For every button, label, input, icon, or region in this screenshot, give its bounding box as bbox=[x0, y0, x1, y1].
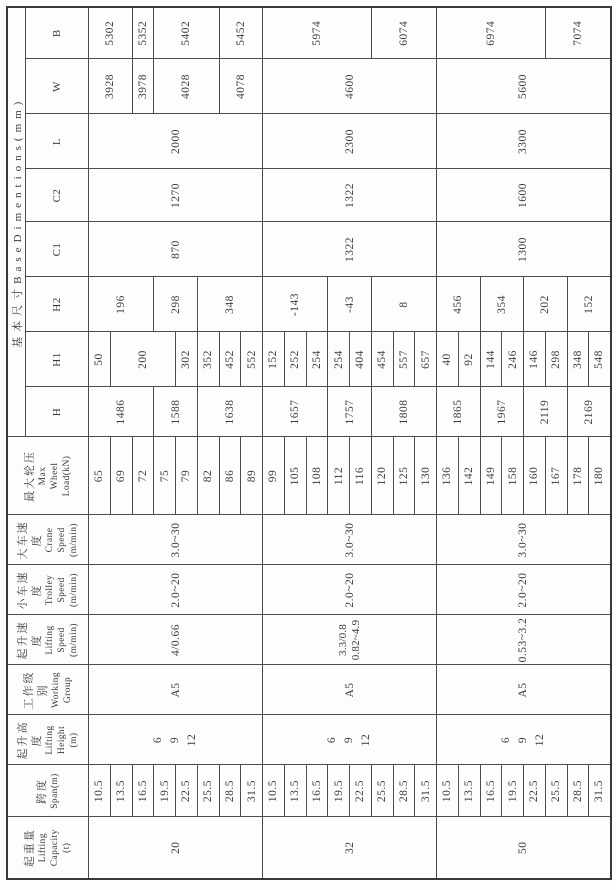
spec-table bbox=[6, 6, 612, 880]
cell-line: 6 bbox=[326, 736, 338, 744]
cell-h2: 348 bbox=[197, 277, 262, 332]
cell-h2: 354 bbox=[480, 277, 524, 332]
header-crane-speed-en1: Crane bbox=[45, 527, 55, 553]
subheader-H: H bbox=[26, 387, 89, 437]
cell-h2: 152 bbox=[567, 277, 611, 332]
cell-h1: 348 bbox=[567, 332, 589, 387]
cell-w: 4028 bbox=[154, 59, 219, 114]
header-max-wheel-load-zh: 最大轮压 bbox=[24, 450, 36, 502]
cell-h2: -43 bbox=[328, 277, 372, 332]
header-lifting-speed-zh: 起升速度 bbox=[17, 620, 43, 660]
header-span-en: Span(m) bbox=[50, 773, 60, 809]
header-lifting-speed-unit: (m/min) bbox=[69, 623, 79, 657]
subheader-L: L bbox=[26, 114, 89, 169]
cell-c2: 1322 bbox=[263, 169, 437, 222]
cell-l: 2000 bbox=[89, 114, 263, 169]
subheader-H2: H2 bbox=[26, 277, 89, 332]
cell-wheel-load: 167 bbox=[545, 437, 567, 515]
cell-wheel-load: 158 bbox=[502, 437, 524, 515]
cell-wheel-load: 125 bbox=[393, 437, 415, 515]
cell-h: 2169 bbox=[567, 387, 611, 437]
cell-span: 13.5 bbox=[458, 765, 480, 817]
subheader-B: B bbox=[26, 7, 89, 59]
cell-wheel-load: 99 bbox=[263, 437, 285, 515]
cell-trolley-speed: 2.0~20 bbox=[89, 565, 263, 615]
cell-capacity: 20 bbox=[89, 817, 263, 879]
header-crane-speed-zh: 大车速度 bbox=[17, 520, 43, 560]
cell-h2: -143 bbox=[263, 277, 328, 332]
cell-h1: 254 bbox=[328, 332, 350, 387]
cell-wheel-load: 149 bbox=[480, 437, 502, 515]
cell-l: 2300 bbox=[263, 114, 437, 169]
cell-h2: 196 bbox=[89, 277, 154, 332]
header-working-group-en2: Group bbox=[63, 676, 73, 704]
cell-span: 10.5 bbox=[437, 765, 459, 817]
cell-h2: 298 bbox=[154, 277, 198, 332]
cell-height bbox=[89, 715, 263, 765]
cell-line: 6 bbox=[499, 736, 512, 744]
cell-h1: 254 bbox=[306, 332, 328, 387]
cell-wheel-load: 72 bbox=[132, 437, 154, 515]
cell-span: 25.5 bbox=[371, 765, 393, 817]
cell-span: 19.5 bbox=[328, 765, 350, 817]
cell-crane-speed: 3.0~30 bbox=[89, 515, 263, 565]
cell-span: 28.5 bbox=[393, 765, 415, 817]
cell-line: 9 bbox=[516, 736, 529, 744]
cell-h1: 92 bbox=[458, 332, 480, 387]
header-crane-speed bbox=[7, 515, 89, 565]
cell-h: 1757 bbox=[328, 387, 372, 437]
cell-wheel-load: 108 bbox=[306, 437, 328, 515]
cell-wheel-load: 130 bbox=[415, 437, 437, 515]
cell-l: 3300 bbox=[437, 114, 611, 169]
cell-wheel-load: 86 bbox=[219, 437, 241, 515]
cell-capacity: 32 bbox=[263, 817, 437, 879]
header-base-dimensions: 基本尺寸BaseDimentions(mm) bbox=[7, 7, 26, 437]
cell-h: 1865 bbox=[437, 387, 481, 437]
cell-trolley-speed: 2.0~20 bbox=[437, 565, 611, 615]
cell-h1: 404 bbox=[350, 332, 372, 387]
header-trolley-speed-unit: (m/min) bbox=[69, 573, 79, 607]
cell-h: 1657 bbox=[263, 387, 328, 437]
cell-h1: 302 bbox=[176, 332, 198, 387]
cell-lift-speed bbox=[263, 615, 437, 665]
cell-trolley-speed: 2.0~20 bbox=[263, 565, 437, 615]
cell-line: 3.3/0.8 bbox=[336, 624, 349, 656]
cell-h1: 657 bbox=[415, 332, 437, 387]
cell-h1: 557 bbox=[393, 332, 415, 387]
cell-span: 31.5 bbox=[589, 765, 611, 817]
cell-wheel-load: 112 bbox=[328, 437, 350, 515]
cell-wheel-load: 79 bbox=[176, 437, 198, 515]
cell-span: 10.5 bbox=[89, 765, 111, 817]
cell-span: 10.5 bbox=[263, 765, 285, 817]
cell-c1: 870 bbox=[89, 222, 263, 277]
cell-h1: 352 bbox=[197, 332, 219, 387]
cell-h: 1486 bbox=[89, 387, 154, 437]
cell-group: A5 bbox=[437, 665, 611, 715]
cell-line: 9 bbox=[343, 736, 355, 744]
cell-span: 25.5 bbox=[545, 765, 567, 817]
cell-h2: 202 bbox=[524, 277, 568, 332]
cell-wheel-load: 136 bbox=[437, 437, 459, 515]
header-lifting-height-en1: Lifting bbox=[45, 725, 55, 755]
header-span-zh: 跨度 bbox=[36, 778, 48, 804]
header-capacity-en1: Lifting bbox=[38, 833, 48, 863]
spec-table-body bbox=[89, 7, 611, 879]
cell-h1: 200 bbox=[110, 332, 175, 387]
cell-h1: 246 bbox=[502, 332, 524, 387]
cell-span: 16.5 bbox=[306, 765, 328, 817]
header-max-wheel-load-unit: Load(kN) bbox=[62, 455, 72, 497]
cell-span: 28.5 bbox=[567, 765, 589, 817]
header-trolley-speed-en1: Trolley bbox=[45, 574, 55, 606]
cell-span: 22.5 bbox=[176, 765, 198, 817]
cell-span: 19.5 bbox=[154, 765, 176, 817]
subheader-C2: C2 bbox=[26, 169, 89, 222]
cell-wheel-load: 116 bbox=[350, 437, 372, 515]
subheader-C1: C1 bbox=[26, 222, 89, 277]
header-capacity-en2: Capacity bbox=[50, 829, 60, 867]
cell-b: 7074 bbox=[545, 7, 610, 59]
cell-h: 1967 bbox=[480, 387, 524, 437]
cell-h1: 50 bbox=[89, 332, 111, 387]
cell-h1: 144 bbox=[480, 332, 502, 387]
cell-b: 5974 bbox=[263, 7, 372, 59]
header-capacity-unit: (t) bbox=[62, 842, 72, 853]
cell-h1: 40 bbox=[437, 332, 459, 387]
cell-wheel-load: 180 bbox=[589, 437, 611, 515]
cell-b: 5302 bbox=[89, 7, 133, 59]
cell-height bbox=[437, 715, 611, 765]
header-trolley-speed-en2: Speed bbox=[57, 577, 67, 603]
cell-wheel-load: 160 bbox=[524, 437, 546, 515]
header-max-wheel-load-en1: Max bbox=[38, 466, 48, 486]
cell-line: 9 bbox=[169, 736, 181, 744]
cell-wheel-load: 65 bbox=[89, 437, 111, 515]
header-capacity-zh: 起重量 bbox=[24, 828, 36, 868]
cell-span: 25.5 bbox=[197, 765, 219, 817]
cell-h2: 8 bbox=[371, 277, 436, 332]
cell-span: 19.5 bbox=[502, 765, 524, 817]
cell-c1: 1322 bbox=[263, 222, 437, 277]
subheader-H1: H1 bbox=[26, 332, 89, 387]
header-lifting-height-zh: 起升高度 bbox=[17, 720, 43, 760]
cell-line: 12 bbox=[360, 733, 372, 747]
cell-wheel-load: 178 bbox=[567, 437, 589, 515]
cell-height bbox=[263, 715, 437, 765]
cell-h1: 252 bbox=[284, 332, 306, 387]
header-row-1 bbox=[7, 7, 26, 879]
cell-line: 12 bbox=[186, 733, 198, 747]
cell-line: 0.82~4.9 bbox=[349, 619, 362, 661]
table-row bbox=[263, 7, 285, 879]
rotated-table-wrapper bbox=[6, 8, 608, 880]
cell-crane-speed: 3.0~30 bbox=[437, 515, 611, 565]
cell-wheel-load: 142 bbox=[458, 437, 480, 515]
subheader-W: W bbox=[26, 59, 89, 114]
header-working-group-zh: 工作级别 bbox=[23, 670, 49, 710]
cell-h2: 456 bbox=[437, 277, 481, 332]
cell-c1: 1300 bbox=[437, 222, 611, 277]
cell-span: 31.5 bbox=[415, 765, 437, 817]
cell-h1: 146 bbox=[524, 332, 546, 387]
cell-span: 31.5 bbox=[241, 765, 263, 817]
cell-lift-speed: 4/0.66 bbox=[89, 615, 263, 665]
cell-h: 1588 bbox=[154, 387, 198, 437]
header-lifting-height-en2: Height bbox=[57, 725, 67, 755]
table-row bbox=[89, 7, 111, 879]
cell-h1: 552 bbox=[241, 332, 263, 387]
header-trolley-speed-zh: 小车速度 bbox=[17, 570, 43, 610]
cell-capacity: 50 bbox=[437, 817, 611, 879]
header-lifting-height-unit: (m) bbox=[69, 732, 79, 748]
cell-h: 1638 bbox=[197, 387, 262, 437]
cell-wheel-load: 75 bbox=[154, 437, 176, 515]
header-capacity bbox=[7, 817, 89, 879]
cell-span: 16.5 bbox=[132, 765, 154, 817]
cell-line: 6 bbox=[152, 736, 164, 744]
header-span bbox=[7, 765, 89, 817]
header-trolley-speed bbox=[7, 565, 89, 615]
cell-h1: 548 bbox=[589, 332, 611, 387]
cell-b: 5402 bbox=[154, 7, 219, 59]
header-crane-speed-en2: Speed bbox=[57, 527, 67, 553]
cell-h: 1808 bbox=[371, 387, 436, 437]
cell-h: 2119 bbox=[524, 387, 568, 437]
header-lifting-speed-en2: Speed bbox=[57, 627, 67, 653]
header-crane-speed-unit: (m/min) bbox=[69, 523, 79, 557]
cell-span: 13.5 bbox=[110, 765, 132, 817]
cell-w: 4078 bbox=[219, 59, 263, 114]
cell-w: 5600 bbox=[437, 59, 611, 114]
cell-c2: 1270 bbox=[89, 169, 263, 222]
header-working-group bbox=[7, 665, 89, 715]
header-working-group-en1: Working bbox=[51, 672, 61, 708]
cell-span: 13.5 bbox=[284, 765, 306, 817]
cell-w: 3978 bbox=[132, 59, 154, 114]
cell-span: 16.5 bbox=[480, 765, 502, 817]
cell-h1: 298 bbox=[545, 332, 567, 387]
cell-c2: 1600 bbox=[437, 169, 611, 222]
cell-wheel-load: 120 bbox=[371, 437, 393, 515]
cell-group: A5 bbox=[89, 665, 263, 715]
cell-h1: 454 bbox=[371, 332, 393, 387]
header-lifting-speed-en1: Lifting bbox=[45, 625, 55, 655]
cell-lift-speed: 0.53~3.2 bbox=[437, 615, 611, 665]
cell-b: 5452 bbox=[219, 7, 263, 59]
spec-table-head bbox=[7, 7, 89, 879]
cell-span: 22.5 bbox=[524, 765, 546, 817]
cell-wheel-load: 105 bbox=[284, 437, 306, 515]
cell-group: A5 bbox=[263, 665, 437, 715]
cell-wheel-load: 69 bbox=[110, 437, 132, 515]
cell-w: 4600 bbox=[263, 59, 437, 114]
header-lifting-speed bbox=[7, 615, 89, 665]
cell-line: 12 bbox=[533, 733, 546, 747]
header-max-wheel-load-en2: Wheel bbox=[50, 462, 60, 490]
header-max-wheel-load bbox=[7, 437, 89, 515]
cell-span: 28.5 bbox=[219, 765, 241, 817]
header-lifting-height bbox=[7, 715, 89, 765]
cell-h1: 152 bbox=[263, 332, 285, 387]
cell-b: 6974 bbox=[437, 7, 546, 59]
table-row bbox=[437, 7, 459, 879]
cell-b: 6074 bbox=[371, 7, 436, 59]
cell-span: 22.5 bbox=[350, 765, 372, 817]
cell-wheel-load: 89 bbox=[241, 437, 263, 515]
cell-b: 5352 bbox=[132, 7, 154, 59]
cell-wheel-load: 82 bbox=[197, 437, 219, 515]
cell-w: 3928 bbox=[89, 59, 133, 114]
cell-h1: 452 bbox=[219, 332, 241, 387]
cell-crane-speed: 3.0~30 bbox=[263, 515, 437, 565]
